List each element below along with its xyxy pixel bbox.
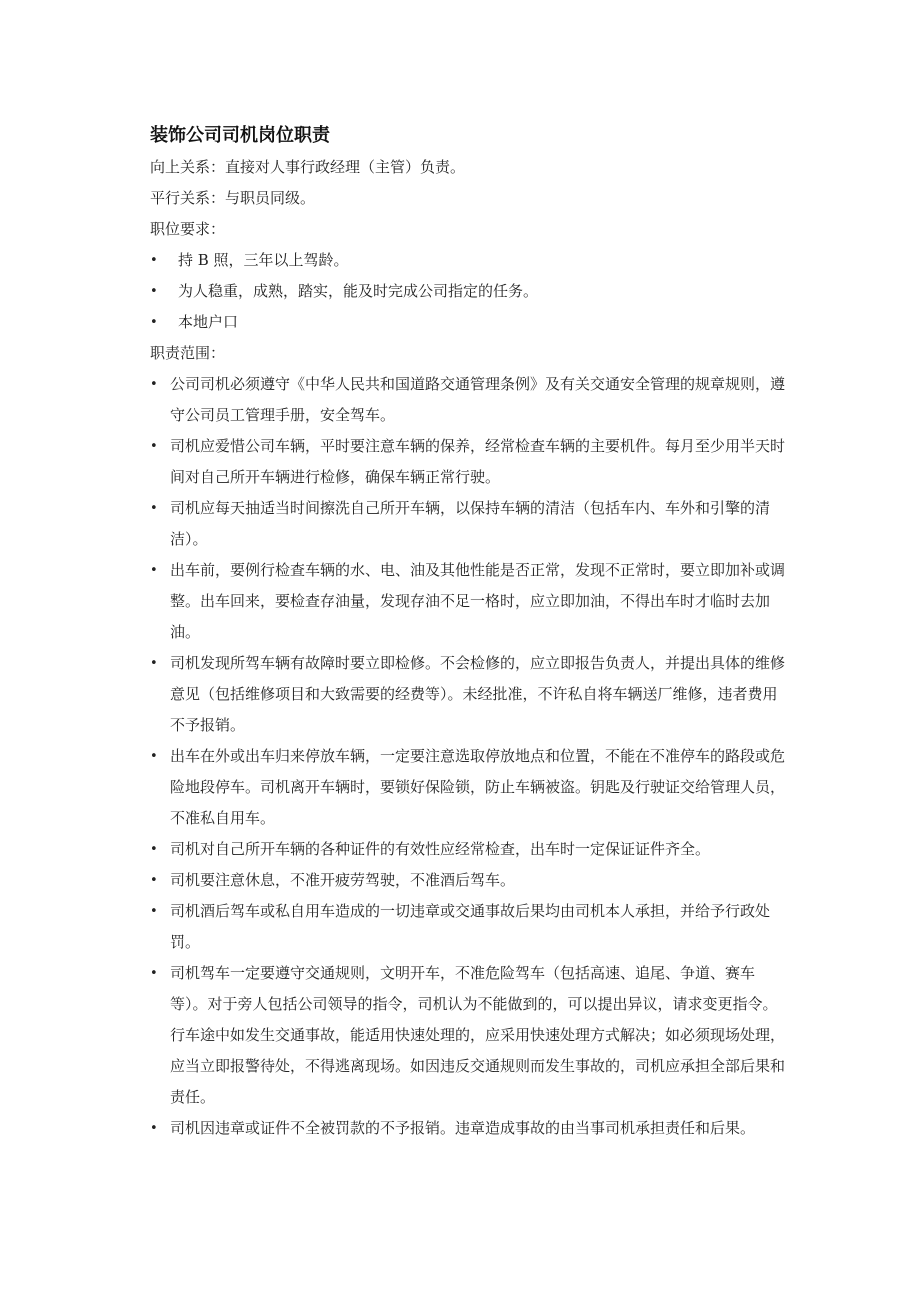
list-item [150,1113,790,1144]
list-item [150,276,790,307]
upward-relation: 向上关系：直接对人事行政经理（主管）负责。 [150,158,466,176]
bullet-icon: • [150,315,158,330]
requirements-list [150,245,790,338]
bullet-icon: • [150,439,158,454]
bullet-icon: • [150,253,158,268]
list-item [150,369,790,431]
bullet-icon: • [150,377,158,392]
list-item [150,865,790,896]
bullet-icon: • [150,873,158,888]
duty-text: 司机应爱惜公司车辆，平时要注意车辆的保养，经常检查车辆的主要机件。每月至少用半天时间对自己所开车辆进行检修，确保车辆正常行驶。 [170,437,786,486]
duty-text: 司机应每天抽适当时间擦洗自己所开车辆，以保持车辆的清洁（包括车内、车外和引擎的清洁）。 [170,499,771,548]
list-item [150,834,790,865]
bullet-icon: • [150,904,158,919]
duties-list [150,369,790,1144]
document-title: 装饰公司司机岗位职责 [150,125,330,146]
document-page [150,124,790,1144]
requirement-text: 持 B 照，三年以上驾龄。 [178,251,349,269]
list-item [150,896,790,958]
bullet-icon: • [150,966,158,981]
bullet-icon: • [150,284,158,299]
list-item [150,555,790,648]
bullet-icon: • [150,749,158,764]
requirement-text: 本地户口 [178,313,239,331]
duty-text: 公司司机必须遵守《中华人民共和国道路交通管理条例》及有关交通安全管理的规章规则，遵守公司员工管理手册，安全驾车。 [170,375,786,424]
duty-text: 出车在外或出车归来停放车辆，一定要注意选取停放地点和位置，不能在不准停车的路段或危险地段停车。司机离开车辆时，要锁好保险锁，防止车辆被盗。钥匙及行驶证交给管理人员，不准私自用车。 [170,747,786,827]
parallel-relation: 平行关系：与职员同级。 [150,189,316,207]
duties-heading: 职责范围： [150,344,226,362]
duty-text: 司机驾车一定要遵守交通规则，文明开车，不准危险驾车（包括高速、追尾、争道、赛车等）。对于旁人包括公司领导的指令，司机认为不能做到的，可以提出异议，请求变更指令。行车途中如发生交通事故，能适用快速处理的，应采用快速处理方式解决；如必须现场处理，应当立即报警待处，不得逃离现场。如因违反交通规则而发生事故的，司机应承担全部后果和责任。 [170,964,786,1106]
duty-text: 司机因违章或证件不全被罚款的不予报销。违章造成事故的由当事司机承担责任和后果。 [170,1119,756,1137]
list-item [150,307,790,338]
bullet-icon: • [150,1121,158,1136]
bullet-icon: • [150,563,158,578]
list-item [150,741,790,834]
bullet-icon: • [150,501,158,516]
duty-text: 司机对自己所开车辆的各种证件的有效性应经常检查，出车时一定保证证件齐全。 [170,840,711,858]
duty-text: 司机发现所驾车辆有故障时要立即检修。不会检修的，应立即报告负责人，并提出具体的维修意见（包括维修项目和大致需要的经费等）。未经批准，不许私自将车辆送厂维修，违者费用不予报销。 [170,654,786,734]
bullet-icon: • [150,656,158,671]
duty-text: 出车前，要例行检查车辆的水、电、油及其他性能是否正常，发现不正常时，要立即加补或调整。出车回来，要检查存油量，发现存油不足一格时，应立即加油，不得出车时才临时去加油。 [170,561,786,641]
bullet-icon: • [150,842,158,857]
duty-text: 司机要注意休息，不准开疲劳驾驶，不准酒后驾车。 [170,871,516,889]
requirement-text: 为人稳重，成熟，踏实，能及时完成公司指定的任务。 [178,282,539,300]
list-item [150,431,790,493]
requirements-heading: 职位要求： [150,220,226,238]
list-item [150,245,790,276]
list-item [150,493,790,555]
list-item [150,958,790,1113]
duty-text: 司机酒后驾车或私自用车造成的一切违章或交通事故后果均由司机本人承担，并给予行政处罚。 [170,902,771,951]
list-item [150,648,790,741]
